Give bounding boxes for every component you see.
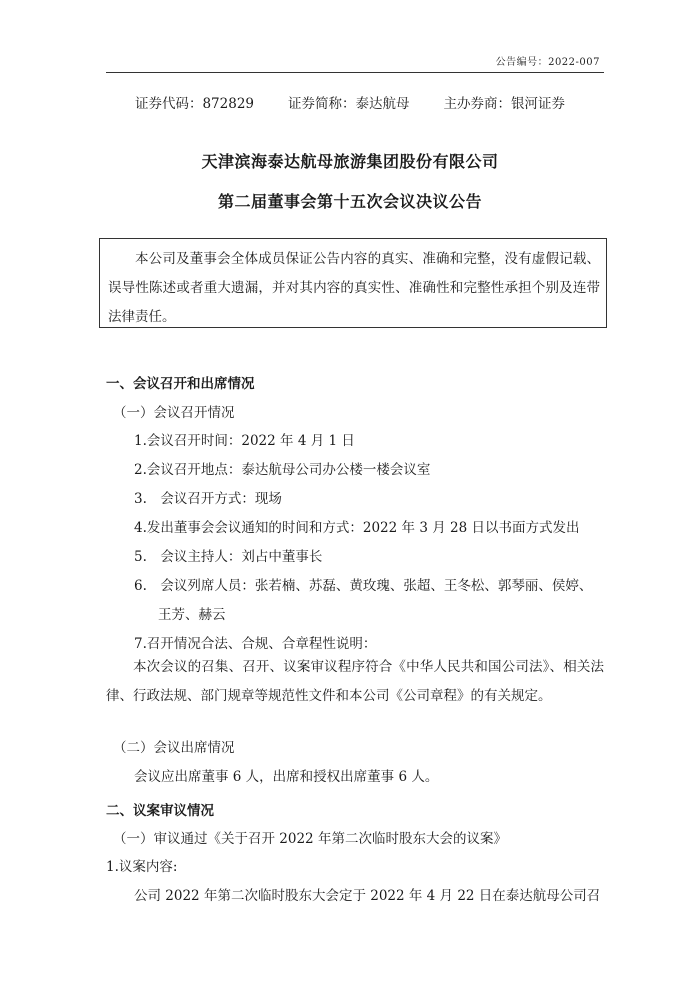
security-abbreviation: 证券简称：泰达航母	[288, 96, 410, 112]
security-info-line	[0, 92, 700, 112]
proposal-content-label: 1.议案内容:	[106, 859, 178, 875]
compliance-item: 7.召开情况合法、合规、合章程性说明：	[134, 636, 377, 652]
security-code: 证券代码：872829	[134, 96, 255, 112]
notice-number: 公告编号：2022-007	[495, 57, 600, 68]
section2-sub1-heading: （一）审议通过《关于召开 2022 年第二次临时股东大会的议案》	[113, 831, 507, 847]
meeting-time-item: 1.会议召开时间：2022 年 4 月 1 日	[134, 433, 355, 449]
section1-sub1-heading: （一）会议召开情况	[113, 405, 235, 421]
announcement-title: 第二届董事会第十五次会议决议公告	[217, 192, 482, 211]
proposal-content-text: 公司 2022 年第二次临时股东大会定于 2022 年 4 月 22 日在泰达航母公司召	[134, 888, 601, 904]
header-divider	[106, 72, 604, 73]
company-name-title: 天津滨海泰达航母旅游集团股份有限公司	[201, 152, 499, 171]
attendance-text: 会议应出席董事 6 人，出席和授权出席董事 6 人。	[134, 769, 439, 785]
section1-sub2-heading: （二）会议出席情况	[113, 740, 235, 756]
disclaimer-box: 本公司及董事会全体成员保证公告内容的真实、准确和完整，没有虚假记载、误导性陈述或者重大遗漏，并对其内容的真实性、准确性和完整性承担个别及连带法律责任。	[99, 238, 607, 328]
attendees-item: 6. 会议列席人员：张若楠、苏磊、黄玫瑰、张超、王冬松、郭琴丽、侯婷、	[134, 578, 593, 594]
meeting-method-item: 3. 会议召开方式：现场	[134, 491, 282, 507]
meeting-location-item: 2.会议召开地点：泰达航母公司办公楼一楼会议室	[134, 462, 431, 478]
meeting-host-item: 5. 会议主持人：刘占中董事长	[134, 549, 323, 565]
notice-method-item: 4.发出董事会会议通知的时间和方式：2022 年 3 月 28 日以书面方式发出	[134, 520, 580, 536]
section2-heading: 二、议案审议情况	[106, 803, 214, 819]
section1-heading: 一、会议召开和出席情况	[106, 376, 255, 392]
compliance-paragraph: 本次会议的召集、召开、议案审议程序符合《中华人民共和国公司法》、相关法律、行政法规、部门规章等规范性文件和本公司《公司章程》的有关规定。	[106, 659, 604, 704]
sponsor-broker: 主办券商：银河证券	[443, 96, 566, 112]
attendees-item-continued: 王芳、赫云	[158, 607, 226, 623]
